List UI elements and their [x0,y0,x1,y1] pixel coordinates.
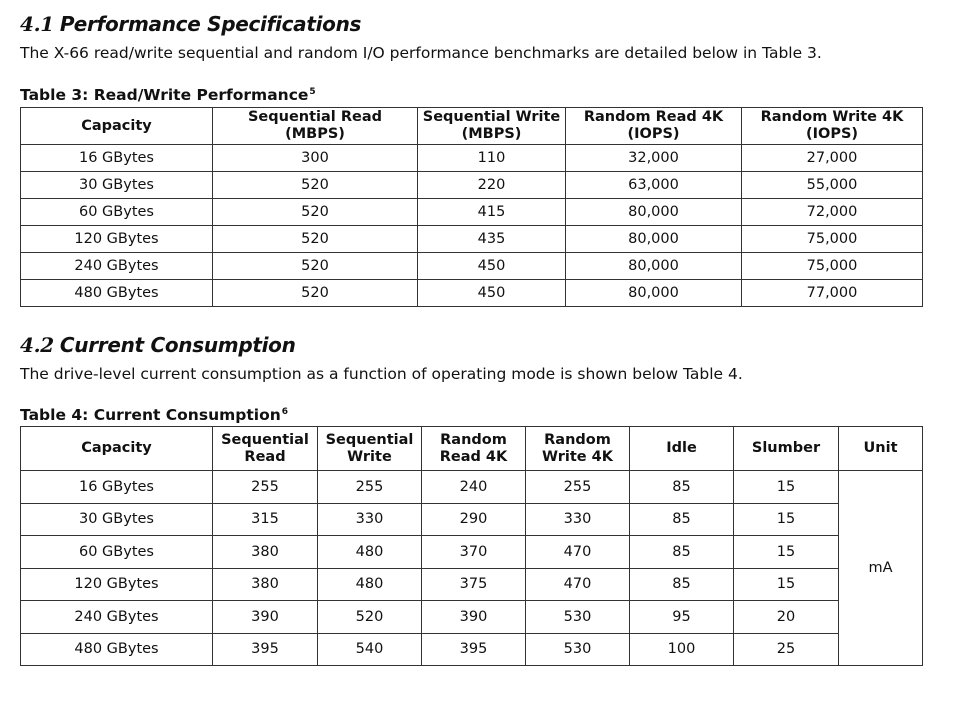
value-cell: 470 [526,568,630,601]
value-cell: 80,000 [566,226,742,253]
column-header-line: Random Write 4K [760,109,904,125]
table4-footnote-marker: 6 [281,406,289,417]
capacity-cell: 240 GBytes [21,601,213,634]
column-header-line: (IOPS) [805,126,859,142]
value-cell: 540 [318,633,422,666]
column-header-line: Random [544,431,611,448]
value-cell: 530 [526,633,630,666]
table3-footnote-marker: 5 [309,86,316,97]
column-header [742,108,923,145]
value-cell: 85 [630,568,734,601]
unit-cell: mA [839,471,923,666]
value-cell: 450 [418,253,566,280]
capacity-cell: 480 GBytes [21,633,213,666]
table-row [21,172,923,199]
column-header-line: Unit [863,440,898,456]
column-header-line: Write [347,448,392,465]
column-header-line: Sequential Read [247,109,382,125]
column-header-line: Random [440,431,507,448]
table-row [21,503,923,536]
table-row [21,633,923,666]
table4-body [21,471,923,666]
value-cell: 330 [526,503,630,536]
value-cell: 390 [422,601,526,634]
value-cell: 75,000 [742,226,923,253]
value-cell: 95 [630,601,734,634]
value-cell: 85 [630,471,734,504]
value-cell: 470 [526,536,630,569]
section-heading-current [20,333,296,357]
column-header-line: (IOPS) [627,126,680,142]
value-cell: 520 [213,226,418,253]
table-row [21,199,923,226]
value-cell: 375 [422,568,526,601]
table-row [21,145,923,172]
capacity-cell: 16 GBytes [21,471,213,504]
value-cell: 80,000 [566,199,742,226]
column-header-line: Idle [666,440,697,456]
column-header [422,427,526,471]
section-heading-performance [20,12,361,36]
value-cell: 85 [630,503,734,536]
capacity-cell: 30 GBytes [21,172,213,199]
value-cell: 255 [318,471,422,504]
value-cell: 63,000 [566,172,742,199]
column-header [566,108,742,145]
column-header-line: Read [244,448,286,465]
value-cell: 80,000 [566,280,742,307]
column-header-line: Write 4K [542,448,613,465]
value-cell: 110 [418,145,566,172]
value-cell: 395 [213,633,318,666]
column-header-line: (MBPS) [285,126,345,142]
value-cell: 240 [422,471,526,504]
capacity-cell: 480 GBytes [21,280,213,307]
section-number: 4.1 [20,12,54,36]
value-cell: 530 [526,601,630,634]
value-cell: 25 [734,633,839,666]
column-header-line: Sequential [325,431,414,448]
value-cell: 20 [734,601,839,634]
table-row [21,601,923,634]
column-header [318,427,422,471]
column-header [839,427,923,471]
table-row [21,280,923,307]
section-title: Performance Specifications [59,12,362,36]
table4-caption [20,406,288,424]
value-cell: 85 [630,536,734,569]
value-cell: 15 [734,503,839,536]
capacity-cell: 120 GBytes [21,226,213,253]
column-header [21,108,213,145]
section-number: 4.2 [20,333,54,357]
value-cell: 15 [734,536,839,569]
table-row [21,226,923,253]
value-cell: 520 [213,280,418,307]
value-cell: 75,000 [742,253,923,280]
value-cell: 100 [630,633,734,666]
table3-caption-text: Table 3: Read/Write Performance [20,86,309,104]
value-cell: 370 [422,536,526,569]
value-cell: 520 [213,172,418,199]
column-header-line: Random Read 4K [583,109,724,125]
value-cell: 435 [418,226,566,253]
column-header-line: Sequential [221,431,309,448]
value-cell: 315 [213,503,318,536]
table-row [21,471,923,504]
value-cell: 72,000 [742,199,923,226]
value-cell: 520 [213,199,418,226]
value-cell: 290 [422,503,526,536]
table-row [21,253,923,280]
value-cell: 255 [213,471,318,504]
section-title: Current Consumption [59,333,296,357]
column-header [526,427,630,471]
table-row [21,536,923,569]
table3-caption [20,86,316,104]
performance-intro-text: The X-66 read/write sequential and random I/O performance benchmarks are detailed below in Table 3. [20,44,822,62]
table-read-write-performance [20,107,923,307]
value-cell: 77,000 [742,280,923,307]
column-header-line: Slumber [751,440,821,456]
table4-caption-text: Table 4: Current Consumption [20,406,281,424]
value-cell: 55,000 [742,172,923,199]
capacity-cell: 30 GBytes [21,503,213,536]
value-cell: 15 [734,471,839,504]
table-current-consumption [20,426,923,666]
capacity-cell: 16 GBytes [21,145,213,172]
capacity-cell: 60 GBytes [21,536,213,569]
value-cell: 450 [418,280,566,307]
value-cell: 520 [213,253,418,280]
value-cell: 520 [318,601,422,634]
current-intro-text: The drive-level current consumption as a function of operating mode is shown below Table 4. [20,365,743,383]
value-cell: 255 [526,471,630,504]
column-header [213,427,318,471]
capacity-cell: 240 GBytes [21,253,213,280]
value-cell: 390 [213,601,318,634]
column-header [213,108,418,145]
value-cell: 27,000 [742,145,923,172]
value-cell: 480 [318,568,422,601]
column-header-line: Read 4K [439,448,508,465]
column-header-line: (MBPS) [461,126,522,142]
table3-body [21,145,923,307]
value-cell: 395 [422,633,526,666]
value-cell: 300 [213,145,418,172]
value-cell: 415 [418,199,566,226]
column-header-line: Sequential Write [422,109,561,125]
column-header-line: Capacity [81,440,152,456]
value-cell: 80,000 [566,253,742,280]
value-cell: 32,000 [566,145,742,172]
value-cell: 220 [418,172,566,199]
table4-header-row [21,427,923,471]
table-row [21,568,923,601]
value-cell: 480 [318,536,422,569]
column-header [418,108,566,145]
column-header [21,427,213,471]
value-cell: 380 [213,536,318,569]
column-header-line: Capacity [81,117,152,134]
column-header [630,427,734,471]
capacity-cell: 120 GBytes [21,568,213,601]
value-cell: 330 [318,503,422,536]
value-cell: 380 [213,568,318,601]
value-cell: 15 [734,568,839,601]
column-header [734,427,839,471]
table3-header-row [21,108,923,145]
capacity-cell: 60 GBytes [21,199,213,226]
